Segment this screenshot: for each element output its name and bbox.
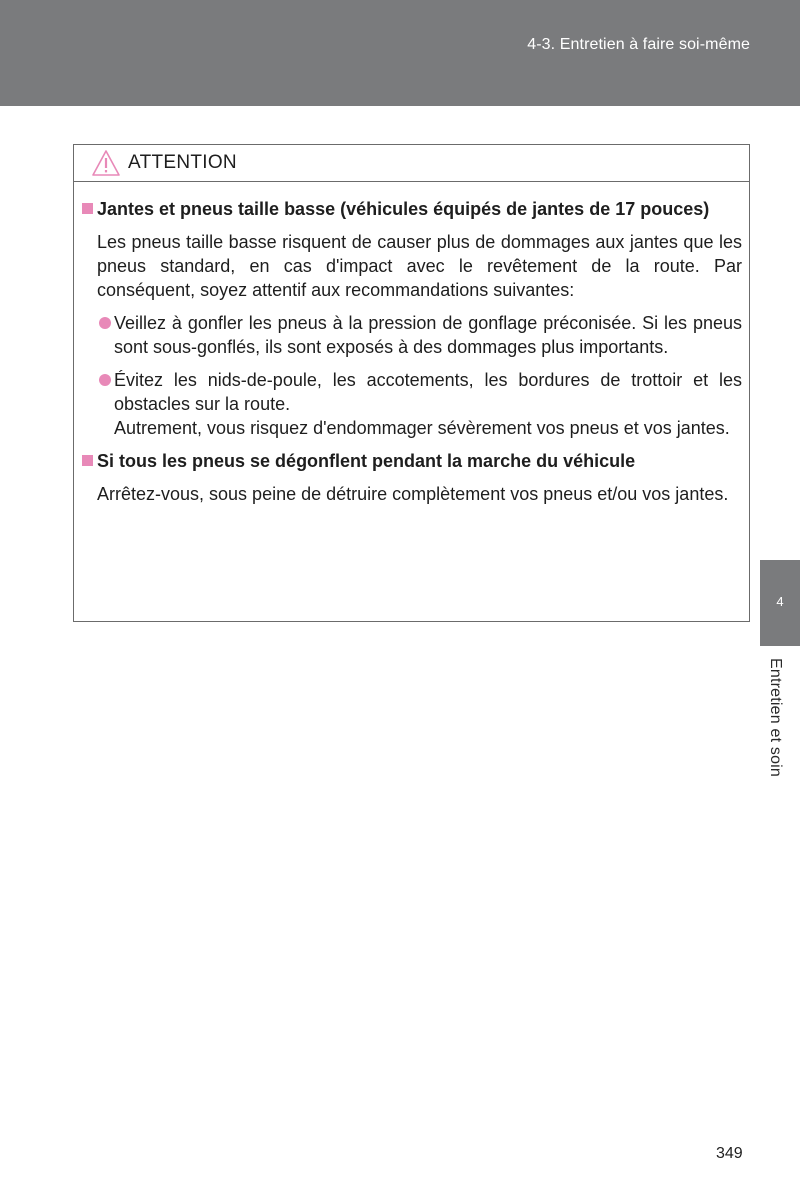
list-item-text: Veillez à gonfler les pneus à la pression de gonflage préconisée. Si les pneus sont sous-gonflés, ils sont exposés à des dommages plus importants. bbox=[114, 313, 742, 357]
attention-title: ATTENTION bbox=[128, 152, 237, 173]
section-heading-deflation bbox=[80, 449, 742, 474]
section-heading-low-profile bbox=[80, 197, 742, 222]
warning-triangle-icon bbox=[91, 149, 121, 177]
header-band bbox=[0, 0, 800, 106]
list-item-text: Autrement, vous risquez d'endommager sévèrement vos pneus et vos jantes. bbox=[114, 418, 730, 438]
circle-bullet-icon bbox=[99, 374, 111, 386]
attention-header bbox=[74, 145, 749, 182]
list-item-text: Évitez les nids-de-poule, les accotements, les bordures de trottoir et les obstacles sur la route. bbox=[114, 370, 742, 414]
circle-bullet-icon bbox=[99, 317, 111, 329]
attention-box bbox=[73, 144, 750, 622]
chapter-tab bbox=[760, 560, 800, 646]
list-item bbox=[80, 368, 742, 440]
intro-paragraph: Les pneus taille basse risquent de causer plus de dommages aux jantes que les pneus standard, en cas d'impact avec le revêtement de la route. Par conséquent, soyez attentif aux recommandations suivantes: bbox=[97, 232, 742, 300]
list-item bbox=[80, 311, 742, 359]
deflation-paragraph: Arrêtez-vous, sous peine de détruire complètement vos pneus et/ou vos jantes. bbox=[97, 484, 729, 504]
section-heading-text: Si tous les pneus se dégonflent pendant la marche du véhicule bbox=[97, 451, 636, 471]
square-bullet-icon bbox=[82, 203, 93, 214]
attention-content bbox=[80, 197, 742, 506]
page-number: 349 bbox=[716, 1145, 743, 1162]
square-bullet-icon bbox=[82, 455, 93, 466]
section-title: 4-3. Entretien à faire soi-même bbox=[527, 36, 750, 53]
section-heading-text: Jantes et pneus taille basse (véhicules équipés de jantes de 17 pouces) bbox=[97, 199, 710, 219]
chapter-label: Entretien et soin bbox=[767, 658, 784, 778]
chapter-number: 4 bbox=[776, 594, 784, 609]
